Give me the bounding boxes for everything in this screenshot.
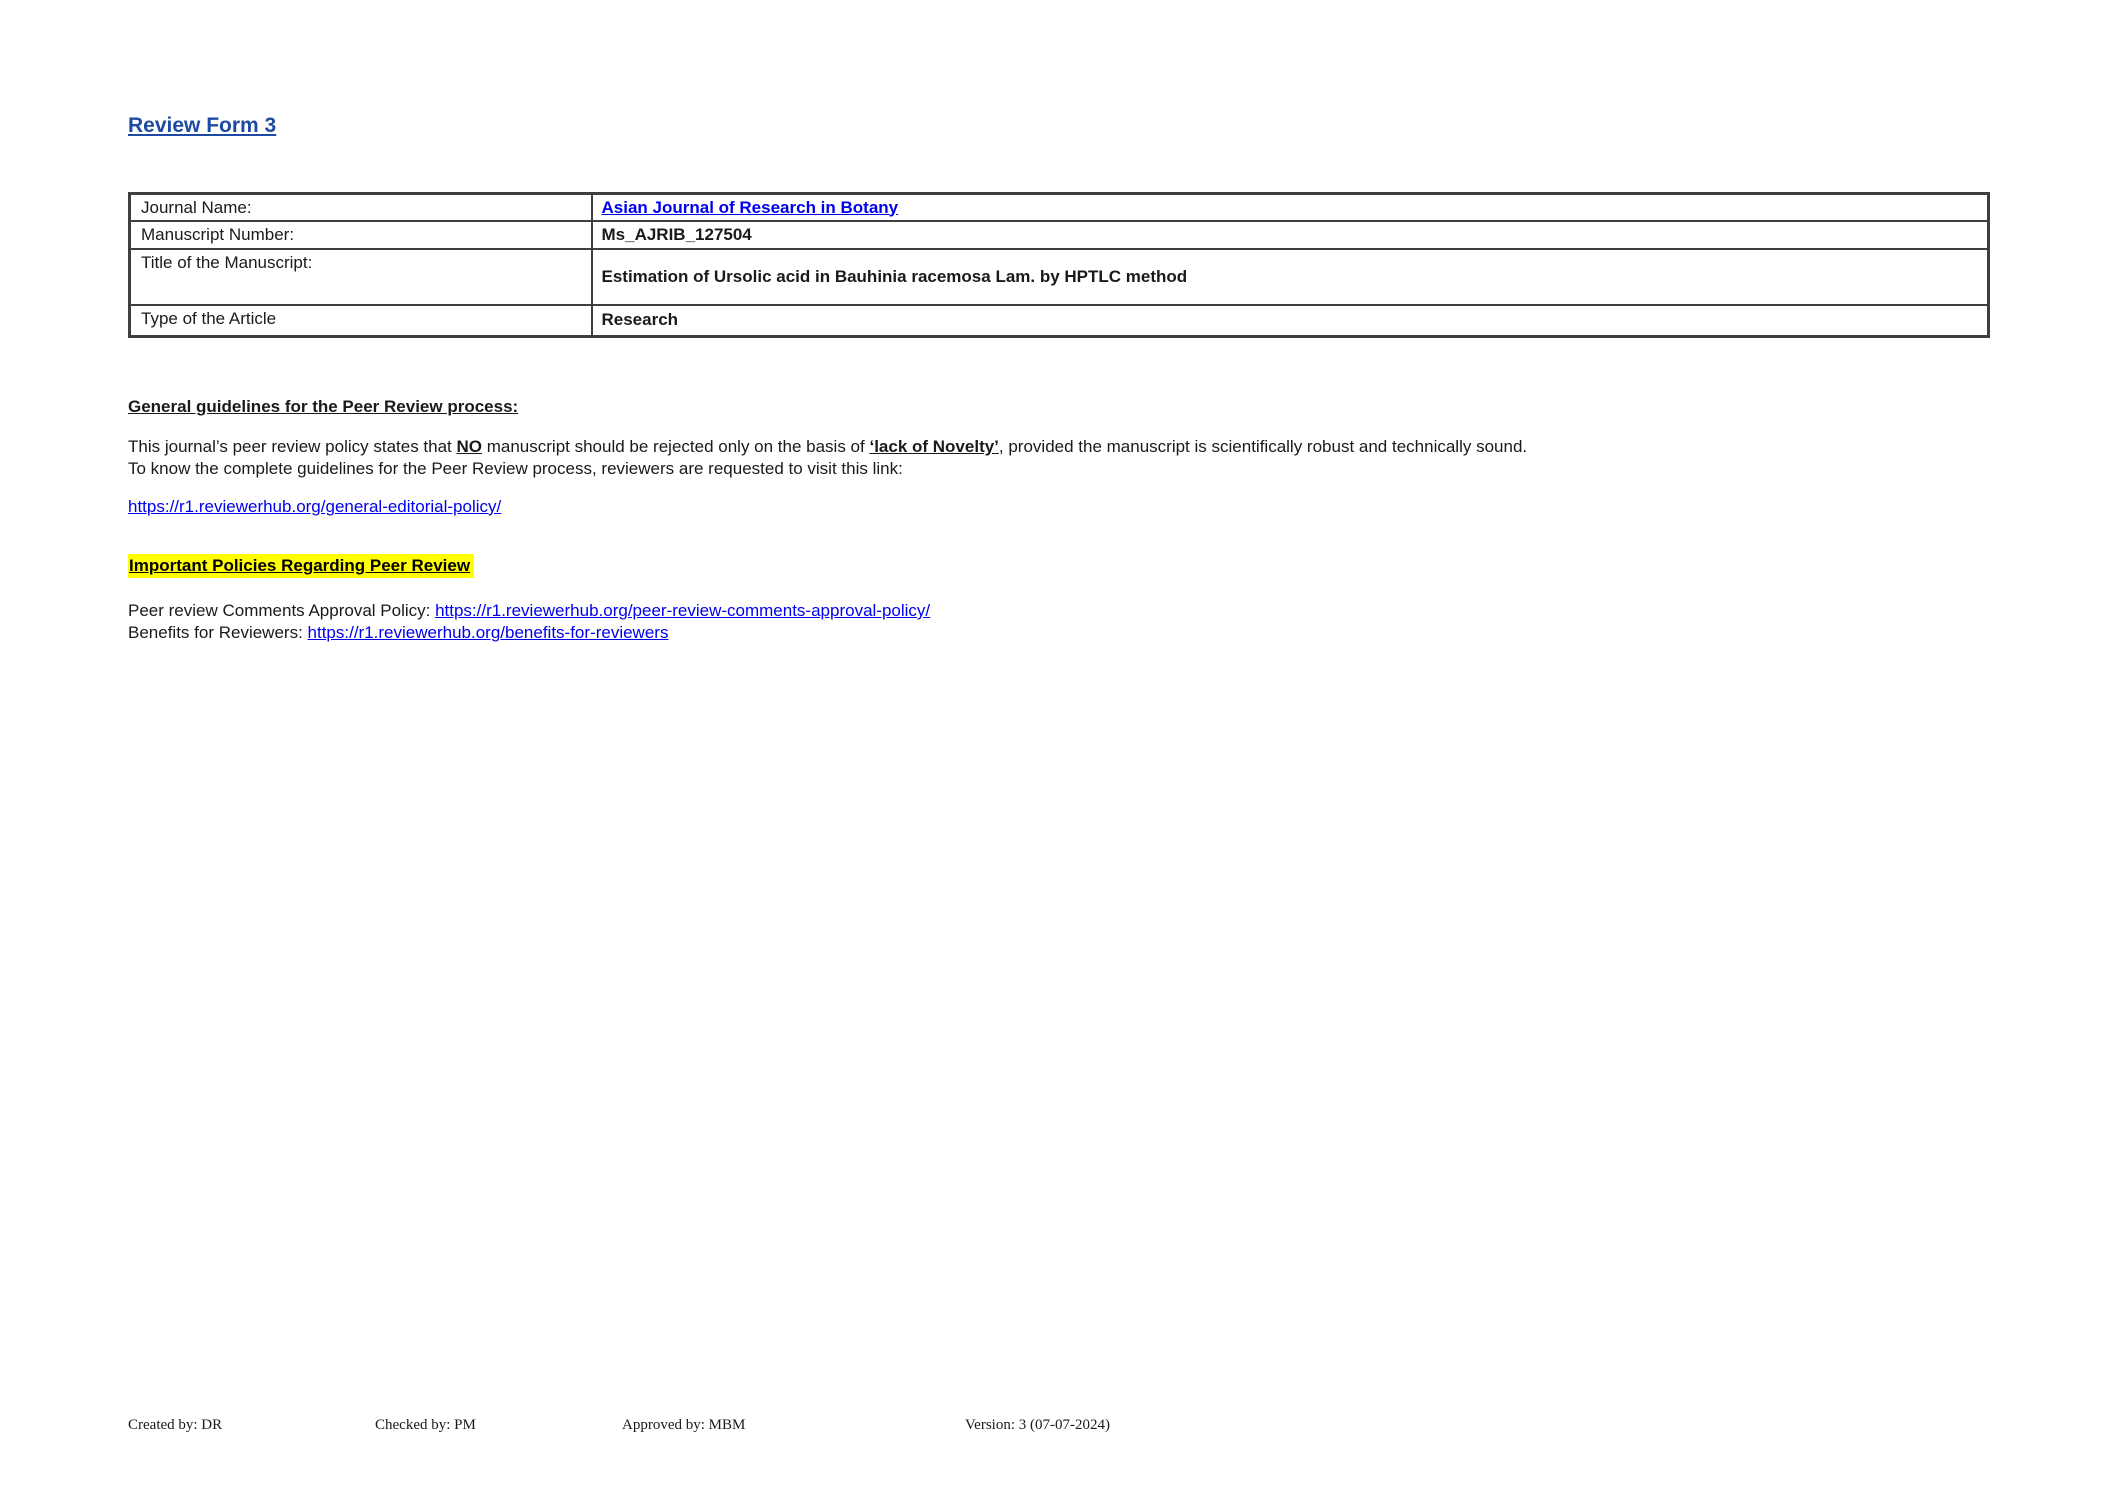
guidelines-paragraph [128, 436, 2048, 480]
manuscript-info-table [128, 192, 1990, 338]
general-guidelines-heading: General guidelines for the Peer Review process: [128, 397, 519, 416]
article-type-label: Type of the Article [130, 305, 592, 336]
journal-name-cell [592, 194, 1989, 222]
manuscript-number-label: Manuscript Number: [130, 221, 592, 249]
journal-name-label: Journal Name: [130, 194, 592, 222]
guidelines-no-emphasis: NO [456, 437, 483, 456]
general-editorial-policy-row [128, 497, 501, 517]
article-type-value: Research [592, 305, 1989, 336]
benefits-label: Benefits for Reviewers: [128, 623, 308, 642]
document-footer [0, 1417, 2117, 1441]
guidelines-sentence1-post: , provided the manuscript is scientifically robust and technically sound. [998, 437, 1528, 456]
approval-policy-label: Peer review Comments Approval Policy: [128, 601, 436, 620]
manuscript-title-value: Estimation of Ursolic acid in Bauhinia racemosa Lam. by HPTLC method [592, 249, 1989, 305]
manuscript-title-label: Title of the Manuscript: [130, 249, 592, 305]
benefits-link[interactable]: https://r1.reviewerhub.org/benefits-for-reviewers [307, 623, 669, 642]
table-row-article-type [130, 305, 1989, 336]
important-policies-heading: Important Policies Regarding Peer Review [128, 554, 474, 578]
guidelines-novelty-emphasis: ‘lack of Novelty’ [869, 437, 999, 456]
policy-links-block [128, 600, 930, 644]
guidelines-sentence1-mid: manuscript should be rejected only on the basis of [482, 437, 870, 456]
guidelines-sentence1-pre: This journal’s peer review policy states that [128, 437, 457, 456]
footer-approved-by: Approved by: MBM [622, 1417, 746, 1433]
approval-policy-link[interactable]: https://r1.reviewerhub.org/peer-review-comments-approval-policy/ [435, 601, 931, 620]
journal-name-link[interactable]: Asian Journal of Research in Botany [601, 197, 899, 217]
guidelines-sentence2: To know the complete guidelines for the Peer Review process, reviewers are requested to visit this link: [128, 459, 903, 478]
table-row-manuscript-number [130, 221, 1989, 249]
footer-checked-by: Checked by: PM [375, 1417, 476, 1433]
footer-created-by: Created by: DR [128, 1417, 223, 1433]
manuscript-number-value: Ms_AJRIB_127504 [592, 221, 1989, 249]
table-row-manuscript-title [130, 249, 1989, 305]
footer-version: Version: 3 (07-07-2024) [965, 1417, 1110, 1433]
page-title: Review Form 3 [128, 114, 277, 137]
table-row-journal-name [130, 194, 1989, 222]
general-editorial-policy-link[interactable]: https://r1.reviewerhub.org/general-editorial-policy/ [128, 497, 502, 516]
